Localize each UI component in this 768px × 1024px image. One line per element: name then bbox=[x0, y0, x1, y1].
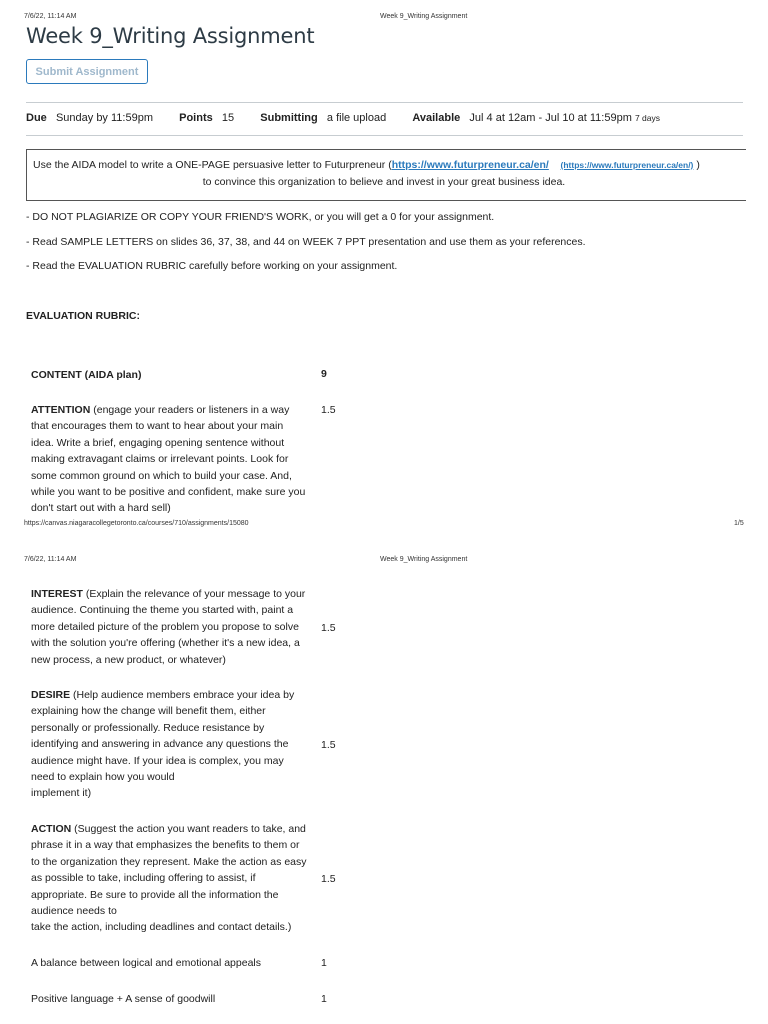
desire-line: need to explain how you would bbox=[31, 771, 175, 784]
desire-line: identifying and answering in advance any questions the bbox=[31, 738, 289, 751]
attention-line: making extravagant claims or irrelevant points. Look for bbox=[31, 453, 289, 466]
rubric-heading: EVALUATION RUBRIC: bbox=[26, 310, 140, 322]
intro-line-1 bbox=[33, 159, 700, 171]
attention-line: (engage your readers or listeners in a way bbox=[90, 404, 290, 416]
intro-text-after: ) bbox=[696, 159, 700, 171]
desire-line: implement it) bbox=[31, 787, 92, 800]
futurpreneur-link[interactable]: https://www.futurpreneur.ca/en/ bbox=[391, 159, 549, 171]
action-line: phrase it in a way that emphasizes the benefits to them or bbox=[31, 839, 300, 852]
interest-line: audience. Continuing the theme you started with, paint a bbox=[31, 604, 294, 617]
rubric-content-label: CONTENT (AIDA plan) bbox=[31, 369, 142, 381]
desire-line: explaining how the change will benefit them, either bbox=[31, 705, 266, 718]
points-label: Points bbox=[179, 112, 213, 124]
rubric-action bbox=[31, 821, 321, 936]
action-line: as possible to take, including offering to assist, if bbox=[31, 872, 256, 885]
submitting-value: a file upload bbox=[326, 112, 387, 124]
rubric-desire bbox=[31, 687, 321, 802]
due-value: Sunday by 11:59pm bbox=[55, 112, 153, 124]
print-doc-title-p2: Week 9_Writing Assignment bbox=[380, 556, 468, 563]
print-footer-page: 1/5 bbox=[734, 520, 744, 527]
print-doc-title: Week 9_Writing Assignment bbox=[380, 13, 468, 20]
desire-score: 1.5 bbox=[321, 739, 336, 751]
desire-line: audience might have. If your idea is complex, you may bbox=[31, 754, 284, 767]
rubric-balance: A balance between logical and emotional appeals bbox=[31, 957, 262, 969]
interest-line: with the solution you're offering (whether it's a new idea, a bbox=[31, 637, 300, 650]
rubric-attention bbox=[31, 402, 321, 517]
print-datetime: 7/6/22, 11:14 AM bbox=[24, 13, 77, 20]
bullet-plagiarism: - DO NOT PLAGIARIZE OR COPY YOUR FRIEND'S WORK, or you will get a 0 for your assignment. bbox=[26, 211, 495, 223]
futurpreneur-link-paren[interactable]: (https://www.futurpreneur.ca/en/) bbox=[560, 160, 694, 170]
action-line: to the organization they represent. Make the action as easy bbox=[31, 855, 307, 868]
intro-line-2: to convince this organization to believe and invest in your great business idea. bbox=[202, 176, 566, 188]
due-label: Due bbox=[26, 112, 47, 124]
assignment-details bbox=[26, 112, 746, 124]
attention-score: 1.5 bbox=[321, 404, 336, 416]
action-line: (Suggest the action you want readers to take, and bbox=[71, 823, 306, 835]
desire-line: personally or professionally. Reduce resistance by bbox=[31, 721, 265, 734]
bullet-rubric: - Read the EVALUATION RUBRIC carefully before working on your assignment. bbox=[26, 260, 398, 272]
action-name: ACTION bbox=[31, 823, 72, 835]
attention-name: ATTENTION bbox=[31, 404, 91, 416]
interest-line: more detailed picture of the problem you propose to solve bbox=[31, 620, 299, 633]
attention-line: while you want to be positive and confident, make sure you bbox=[31, 486, 306, 499]
rubric-content-score: 9 bbox=[321, 368, 327, 380]
intro-box bbox=[26, 149, 746, 201]
points-value: 15 bbox=[221, 112, 235, 124]
interest-name: INTEREST bbox=[31, 588, 83, 600]
available-days: 7 days bbox=[634, 113, 660, 123]
rubric-positive: Positive language + A sense of goodwill bbox=[31, 993, 216, 1005]
attention-line: that encourages them to want to hear about your main bbox=[31, 420, 284, 433]
balance-score: 1 bbox=[321, 957, 327, 969]
print-footer-url: https://canvas.niagaracollegetoronto.ca/courses/710/assignments/15080 bbox=[24, 520, 249, 527]
rubric-interest bbox=[31, 586, 321, 668]
available-label: Available bbox=[412, 112, 461, 124]
submit-assignment-button[interactable]: Submit Assignment bbox=[26, 59, 148, 84]
divider-top bbox=[26, 102, 743, 103]
submitting-label: Submitting bbox=[260, 112, 318, 124]
print-datetime-p2: 7/6/22, 11:14 AM bbox=[24, 556, 77, 563]
interest-line: (Explain the relevance of your message to your bbox=[82, 588, 306, 600]
interest-line: new process, a new product, or whatever) bbox=[31, 653, 226, 666]
action-line: audience needs to bbox=[31, 905, 117, 918]
bullet-sample-letters: - Read SAMPLE LETTERS on slides 36, 37, 38, and 44 on WEEK 7 PPT presentation and use them as your references. bbox=[26, 236, 586, 248]
action-score: 1.5 bbox=[321, 873, 336, 885]
attention-line: some common ground on which to build your case. And, bbox=[31, 469, 292, 482]
desire-name: DESIRE bbox=[31, 689, 71, 701]
action-line: take the action, including deadlines and contact details.) bbox=[31, 921, 292, 934]
attention-line: idea. Write a brief, engaging opening sentence without bbox=[31, 436, 285, 449]
interest-score: 1.5 bbox=[321, 622, 336, 634]
divider-bottom bbox=[26, 135, 743, 136]
attention-line: don't start out with a hard sell) bbox=[31, 502, 171, 515]
intro-text-before: Use the AIDA model to write a ONE-PAGE persuasive letter to Futurpreneur ( bbox=[33, 159, 392, 171]
positive-score: 1 bbox=[321, 993, 327, 1005]
desire-line: (Help audience members embrace your idea by bbox=[70, 689, 295, 701]
page-title: Week 9_Writing Assignment bbox=[26, 24, 315, 48]
action-line: appropriate. Be sure to provide all the information the bbox=[31, 888, 279, 901]
available-value: Jul 4 at 12am - Jul 10 at 11:59pm bbox=[469, 112, 632, 124]
